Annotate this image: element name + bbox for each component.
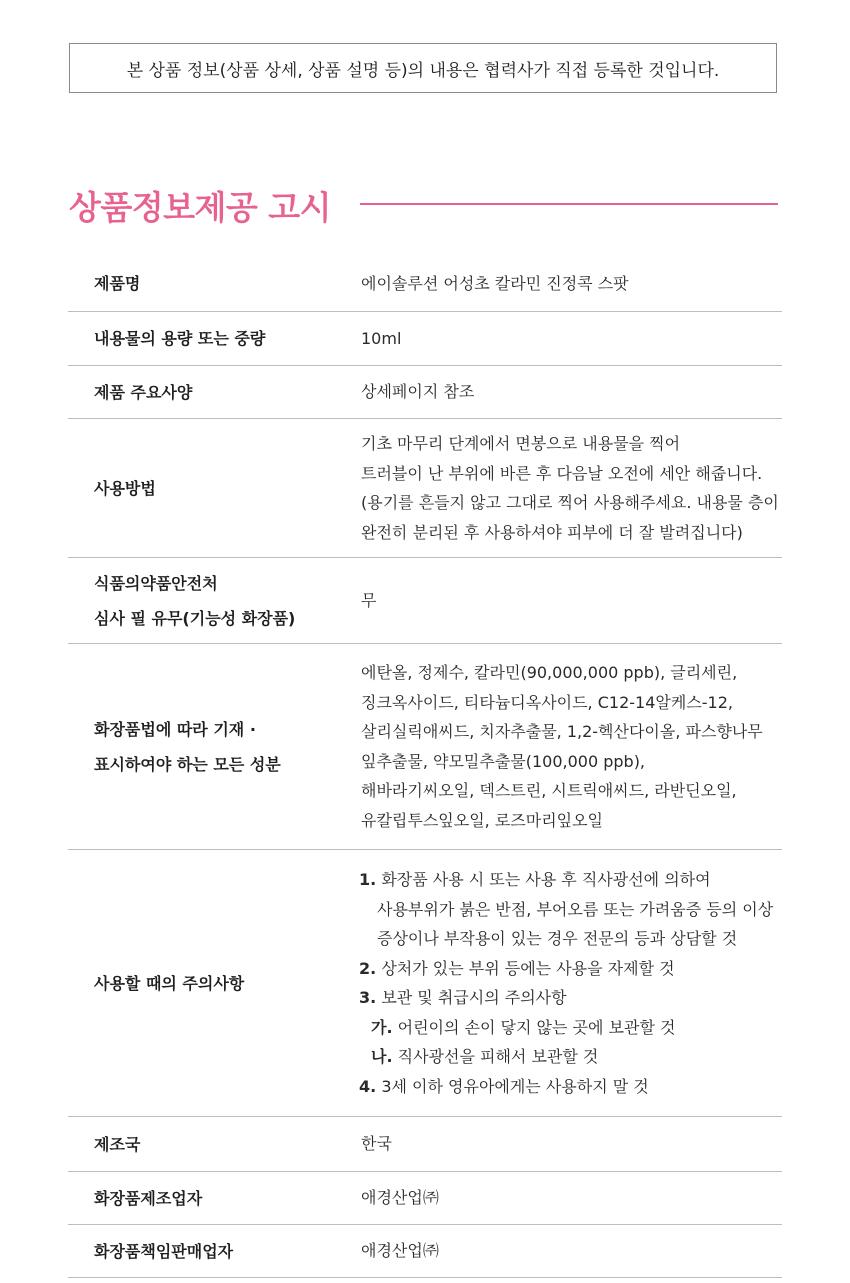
- row-label-line: 화장품법에 따라 기재 ·: [94, 719, 256, 739]
- row-label: [68, 966, 361, 1001]
- caution-item: [359, 983, 782, 1013]
- caution-number: 3.: [359, 988, 377, 1007]
- row-value: [361, 269, 782, 299]
- caution-text: 사용부위가 붉은 반점, 부어오름 또는 가려움증 등의 이상: [377, 899, 774, 919]
- caution-item: [359, 1042, 782, 1072]
- info-row: [68, 1225, 782, 1278]
- info-row: [68, 850, 782, 1117]
- row-label-line: 사용할 때의 주의사항: [94, 973, 245, 993]
- caution-text: 상처가 있는 부위 등에는 사용을 자제할 것: [381, 958, 675, 978]
- row-label: [68, 712, 361, 782]
- row-label: [68, 1181, 361, 1216]
- row-label: [68, 375, 361, 410]
- caution-number: 2.: [359, 958, 377, 978]
- row-label: [68, 321, 361, 356]
- row-value-line: 트러블이 난 부위에 바른 후 다음날 오전에 세안 해줍니다.: [361, 463, 763, 483]
- caution-number: 나.: [371, 1047, 393, 1066]
- caution-text: 보관 및 취급시의 주의사항: [381, 988, 567, 1007]
- row-value-line: 살리실릭애씨드, 치자추출물, 1,2-헥산다이올, 파스향나무: [361, 722, 763, 741]
- caution-number: 가.: [371, 1017, 393, 1037]
- row-value-line: 에이솔루션 어성초 칼라민 진정콕 스팟: [361, 273, 629, 293]
- caution-text: 3세 이하 영유아에게는 사용하지 말 것: [381, 1076, 649, 1096]
- notice-text: 본 상품 정보(상품 상세, 상품 설명 등)의 내용은 협력사가 직접 등록한 것입니다.: [126, 60, 720, 81]
- row-value: [361, 586, 782, 616]
- row-value-line: 10ml: [361, 328, 402, 348]
- caution-item: [359, 1072, 782, 1102]
- caution-item: [359, 895, 782, 925]
- row-value-line: 상세페이지 참조: [361, 382, 475, 402]
- row-value: [359, 865, 782, 1101]
- row-value-line: 애경산업㈜: [361, 1241, 439, 1261]
- row-value-line: 징크옥사이드, 티타늄디옥사이드, C12-14알케스-12,: [361, 692, 733, 712]
- row-value-line: 무: [361, 590, 377, 610]
- row-value-line: 에탄올, 정제수, 칼라민(90,000,000 ppb), 글리세린,: [361, 663, 738, 682]
- row-value: [361, 324, 782, 354]
- caution-number: 4.: [359, 1076, 377, 1096]
- info-row: [68, 366, 782, 419]
- row-label: [68, 471, 361, 506]
- info-row: [68, 558, 782, 644]
- info-row: [68, 1172, 782, 1225]
- info-row: [68, 312, 782, 366]
- section-title: 상품정보제공 고시: [69, 187, 332, 227]
- row-value-line: 유칼립투스잎오일, 로즈마리잎오일: [361, 810, 604, 830]
- row-value: [361, 429, 782, 547]
- row-value: [361, 1236, 782, 1266]
- row-label-line: 제조국: [94, 1134, 141, 1154]
- row-value-line: 완전히 분리된 후 사용하셔야 피부에 더 잘 발려집니다): [361, 522, 743, 542]
- caution-item: [359, 954, 782, 984]
- row-label-line: 사용방법: [94, 478, 156, 498]
- caution-text: 어린이의 손이 닿지 않는 곳에 보관할 것: [397, 1017, 676, 1037]
- row-label-line: 내용물의 용량 또는 중량: [94, 329, 266, 348]
- row-label-line: 식품의약품안전처: [94, 573, 218, 593]
- row-value: [361, 377, 782, 407]
- row-label-line: 제품명: [94, 274, 141, 293]
- caution-text: 화장품 사용 시 또는 사용 후 직사광선에 의하여: [381, 870, 711, 889]
- row-label-line: 표시하여야 하는 모든 성분: [94, 754, 281, 774]
- row-label-line: 제품 주요사양: [94, 382, 193, 402]
- caution-item: [359, 865, 782, 895]
- info-row: [68, 1117, 782, 1172]
- row-label: [68, 266, 361, 301]
- row-value-line: (용기를 흔들지 않고 그대로 찍어 사용해주세요. 내용물 층이: [361, 493, 779, 512]
- row-label: [68, 1234, 361, 1269]
- row-label-line: 화장품책임판매업자: [94, 1241, 234, 1261]
- row-value-line: 잎추출물, 약모밀추출물(100,000 ppb),: [361, 751, 646, 771]
- title-divider: [360, 203, 778, 205]
- row-value-line: 해바라기씨오일, 덱스트린, 시트릭애씨드, 라반딘오일,: [361, 781, 737, 800]
- row-value-line: 기초 마무리 단계에서 면봉으로 내용물을 찍어: [361, 434, 681, 453]
- caution-number: 1.: [359, 870, 377, 889]
- row-label-line: 심사 필 유무(기능성 화장품): [94, 608, 296, 628]
- caution-item: [359, 1013, 782, 1043]
- row-value: [361, 1183, 782, 1213]
- caution-item: [359, 924, 782, 954]
- row-value: [361, 658, 782, 835]
- notice-box: [69, 43, 777, 93]
- info-row: [68, 644, 782, 850]
- row-value-line: 애경산업㈜: [361, 1188, 439, 1208]
- caution-text: 직사광선을 피해서 보관할 것: [397, 1047, 599, 1066]
- row-value-line: 한국: [361, 1134, 392, 1154]
- info-row: [68, 256, 782, 312]
- info-row: [68, 419, 782, 558]
- row-value: [361, 1129, 782, 1159]
- product-info-table: [68, 256, 782, 1278]
- row-label-line: 화장품제조업자: [94, 1188, 203, 1208]
- caution-text: 증상이나 부작용이 있는 경우 전문의 등과 상담할 것: [377, 929, 738, 948]
- row-label: [68, 1127, 361, 1162]
- row-label: [68, 566, 361, 636]
